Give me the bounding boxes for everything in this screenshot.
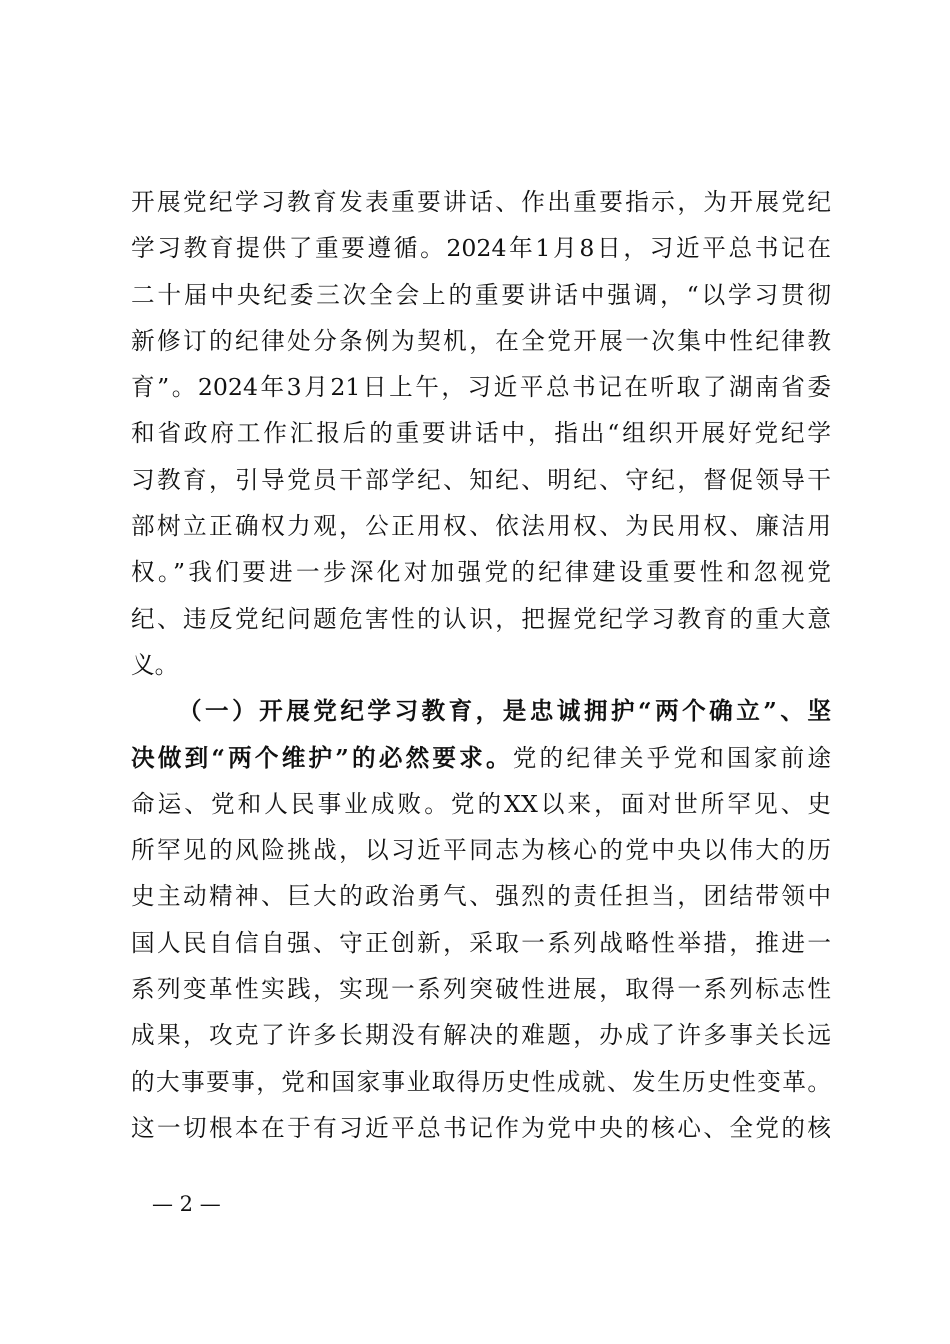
text-line: 习教育，引导党员干部学纪、知纪、明纪、守纪，督促领导干 [131, 465, 831, 494]
text-line: 纪、违反党纪问题危害性的认识，把握党纪学习教育的重大意 [131, 604, 831, 633]
text-line: 国人民自信自强、守正创新，采取一系列战略性举措，推进一 [131, 928, 831, 957]
text-line: 育”。2024年3月21日上午，习近平总书记在听取了湖南省委 [131, 373, 831, 402]
text-line: 史主动精神、巨大的政治勇气、强烈的责任担当，团结带领中 [131, 882, 831, 911]
text-line: 二十届中央纪委三次全会上的重要讲话中强调，“以学习贯彻 [131, 280, 831, 309]
text-line: 这一切根本在于有习近平总书记作为党中央的核心、全党的核 [131, 1113, 831, 1142]
text-line: 部树立正确权力观，公正用权、依法用权、为民用权、廉洁用 [131, 512, 831, 541]
text-line: 义。 [131, 650, 179, 679]
text-line: 命运、党和人民事业成败。党的XX以来，面对世所罕见、史 [131, 789, 831, 818]
section-heading-continued: 决做到“两个维护”的必然要求。 [131, 743, 513, 772]
text-line: 所罕见的风险挑战，以习近平同志为核心的党中央以伟大的历 [131, 836, 831, 865]
text-line: 和省政府工作汇报后的重要讲话中，指出“组织开展好党纪学 [131, 419, 831, 448]
section-heading: （一）开展党纪学习教育，是忠诚拥护“两个确立”、坚 [178, 697, 831, 726]
paragraph-1 [131, 179, 831, 688]
text-line: 学习教育提供了重要遵循。2024年1月8日，习近平总书记在 [131, 234, 831, 263]
text-line: 的大事要事，党和国家事业取得历史性成就、发生历史性变革。 [131, 1067, 831, 1096]
page-number: — 2 — [152, 1192, 221, 1216]
paragraph-2 [131, 688, 831, 1151]
text-line: 权。”我们要进一步深化对加强党的纪律建设重要性和忽视党 [131, 558, 831, 587]
text-line: 开展党纪学习教育发表重要讲话、作出重要指示，为开展党纪 [131, 188, 831, 216]
text-line: 新修订的纪律处分条例为契机，在全党开展一次集中性纪律教 [131, 326, 831, 355]
text-line [131, 735, 831, 781]
document-body [131, 179, 831, 1151]
text-segment: 党的纪律关乎党和国家前途 [512, 743, 831, 772]
text-line: 成果，攻克了许多长期没有解决的难题，办成了许多事关长远 [131, 1021, 831, 1050]
text-line: 系列变革性实践，实现一系列突破性进展，取得一系列标志性 [131, 975, 831, 1004]
